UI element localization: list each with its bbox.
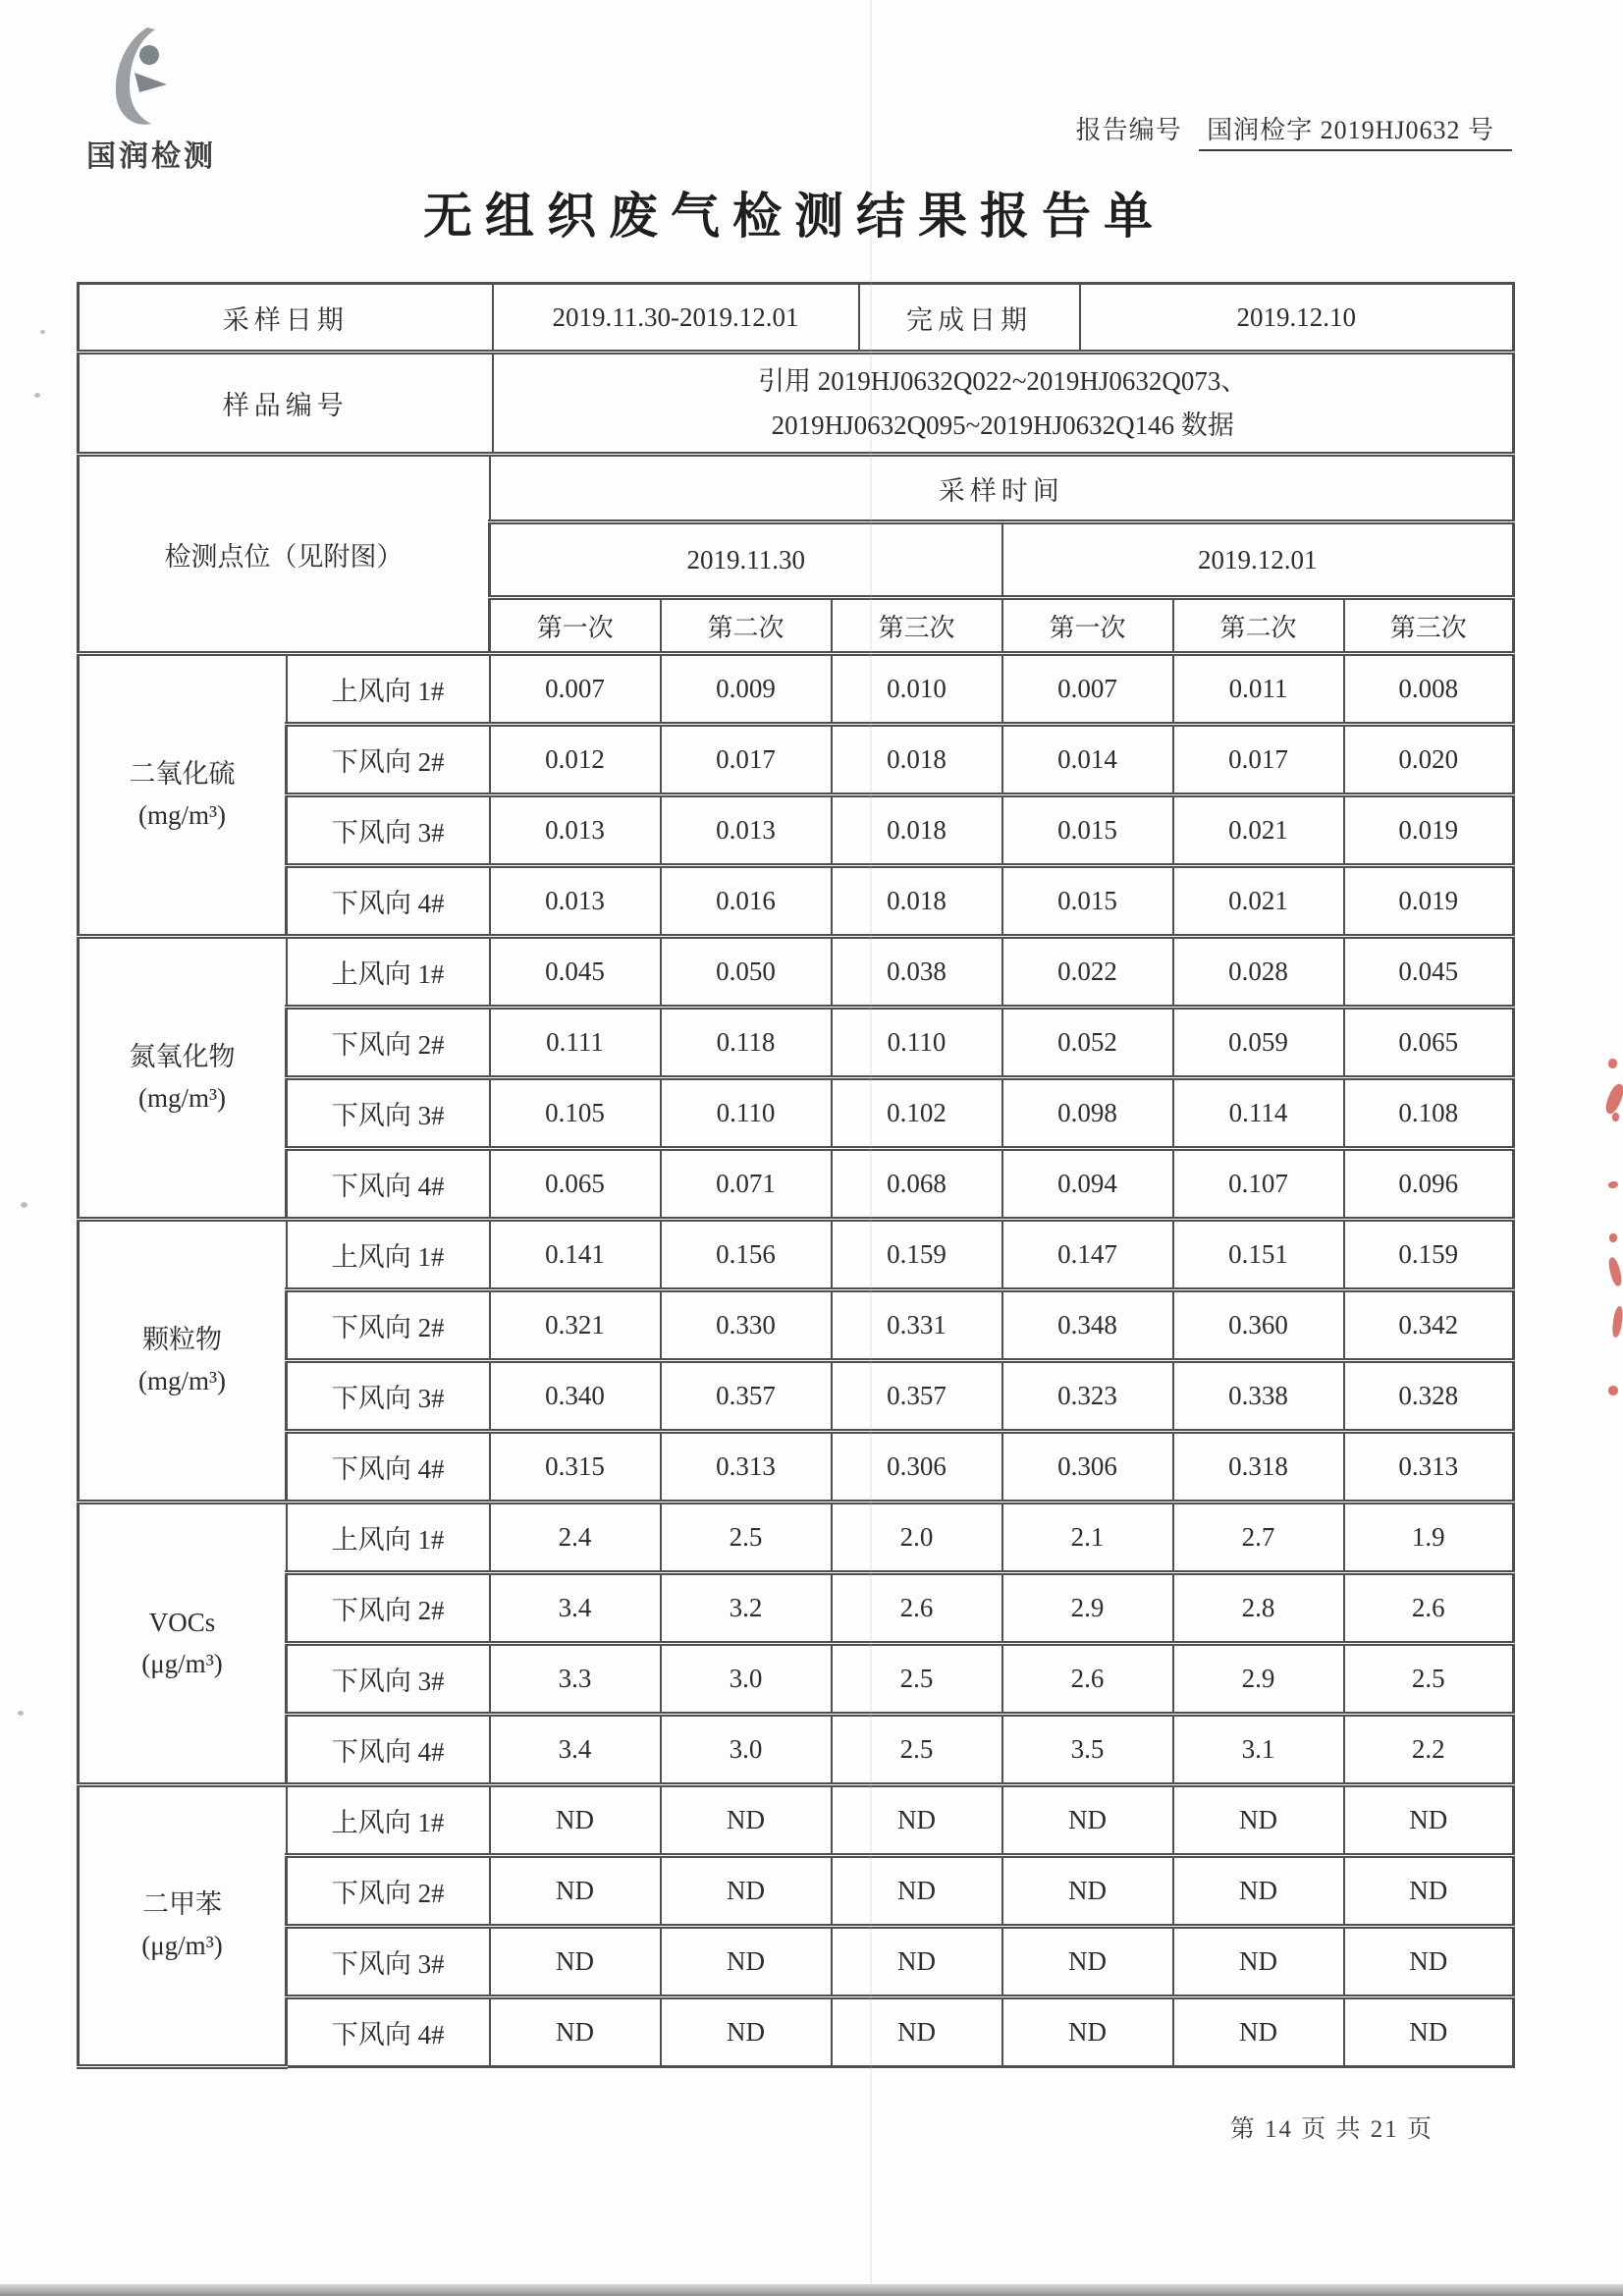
value-cell: 0.340 <box>490 1361 661 1432</box>
info-table <box>77 282 1515 457</box>
value-cell: ND <box>1344 1997 1514 2067</box>
red-stamp-mark <box>1611 1306 1623 1339</box>
location-cell: 下风向 2# <box>287 725 490 795</box>
parameter-cell <box>79 937 287 1220</box>
value-cell: 0.015 <box>1002 866 1173 937</box>
table-row <box>79 1644 1514 1715</box>
value-cell: 3.4 <box>490 1715 661 1785</box>
value-cell: 2.9 <box>1002 1573 1173 1644</box>
table-row <box>79 284 1514 353</box>
value-cell: 3.0 <box>661 1644 832 1715</box>
value-cell: 2.5 <box>661 1503 832 1573</box>
logo-mark-icon <box>108 26 171 128</box>
value-cell: 2.1 <box>1002 1503 1173 1573</box>
value-cell: 0.071 <box>661 1149 832 1220</box>
value-cell: 0.013 <box>490 866 661 937</box>
value-cell: 0.021 <box>1173 866 1344 937</box>
value-cell: 0.011 <box>1173 654 1344 725</box>
location-cell: 下风向 3# <box>287 1078 490 1149</box>
value-cell: ND <box>1002 1785 1173 1856</box>
value-cell: ND <box>661 1856 832 1927</box>
value-cell: 0.156 <box>661 1220 832 1290</box>
parameter-name: 二甲苯 <box>142 1889 222 1920</box>
parameter-name: 氮氧化物 <box>129 1041 236 1071</box>
value-cell: ND <box>832 1785 1002 1856</box>
value-cell: 0.020 <box>1344 725 1514 795</box>
table-row <box>79 1997 1514 2067</box>
value-cell: ND <box>661 1927 832 1997</box>
value-cell: ND <box>832 1997 1002 2067</box>
report-table-area <box>77 282 1512 2069</box>
scan-speck <box>40 330 45 334</box>
value-cell: ND <box>1173 1785 1344 1856</box>
location-cell: 下风向 2# <box>287 1008 490 1078</box>
table-row <box>79 1432 1514 1503</box>
value-cell: 0.028 <box>1173 937 1344 1008</box>
location-cell: 下风向 4# <box>287 866 490 937</box>
red-stamp-mark <box>1607 1256 1623 1287</box>
scan-fold-line <box>870 0 872 2284</box>
parameter-name: VOCs <box>148 1607 216 1637</box>
value-cell: 0.019 <box>1344 866 1514 937</box>
company-logo <box>86 26 302 175</box>
table-row <box>79 1927 1514 1997</box>
value-cell: 0.151 <box>1173 1220 1344 1290</box>
value-cell: ND <box>1344 1927 1514 1997</box>
value-cell: 2.5 <box>1344 1644 1514 1715</box>
report-number-value: 国润检字 2019HJ0632 号 <box>1199 116 1512 151</box>
value-cell: 0.331 <box>832 1290 1002 1361</box>
table-row <box>79 1220 1514 1290</box>
scan-bottom-edge <box>0 2284 1623 2296</box>
location-cell: 下风向 2# <box>287 1290 490 1361</box>
parameter-unit: (μg/m³) <box>141 1648 223 1678</box>
value-cell: 0.007 <box>1002 654 1173 725</box>
value-cell: 0.114 <box>1173 1078 1344 1149</box>
value-cell: 0.045 <box>490 937 661 1008</box>
value-cell: 0.016 <box>661 866 832 937</box>
table-row <box>79 795 1514 866</box>
value-cell: 0.342 <box>1344 1290 1514 1361</box>
page-footer: 第 14 页 共 21 页 <box>1229 2116 1434 2143</box>
value-cell: 0.018 <box>832 725 1002 795</box>
table-row <box>79 1785 1514 1856</box>
value-cell: 0.360 <box>1173 1290 1344 1361</box>
value-cell: 0.012 <box>490 725 661 795</box>
value-cell: 0.038 <box>832 937 1002 1008</box>
value-cell: 0.318 <box>1173 1432 1344 1503</box>
table-row <box>79 455 1514 522</box>
parameter-name: 颗粒物 <box>142 1324 222 1354</box>
table-row <box>79 1149 1514 1220</box>
value-cell: 2.6 <box>1002 1644 1173 1715</box>
value-cell: 2.0 <box>832 1503 1002 1573</box>
value-cell: 2.5 <box>832 1715 1002 1785</box>
value-cell: 0.010 <box>832 654 1002 725</box>
value-cell: 2.4 <box>490 1503 661 1573</box>
value-cell: ND <box>490 1785 661 1856</box>
monitoring-point-header: 检测点位（见附图） <box>79 455 490 654</box>
location-cell: 下风向 2# <box>287 1573 490 1644</box>
sample-no-line2: 2019HJ0632Q095~2019HJ0632Q146 数据 <box>771 410 1234 440</box>
location-cell: 上风向 1# <box>287 1220 490 1290</box>
value-cell: 0.110 <box>832 1008 1002 1078</box>
value-cell: ND <box>1002 1997 1173 2067</box>
value-cell: 3.2 <box>661 1573 832 1644</box>
location-cell: 下风向 3# <box>287 1361 490 1432</box>
value-cell: 3.0 <box>661 1715 832 1785</box>
value-cell: ND <box>832 1927 1002 1997</box>
table-row <box>79 353 1514 455</box>
value-cell: 3.4 <box>490 1573 661 1644</box>
date-group-header: 2019.11.30 <box>490 522 1002 598</box>
value-cell: 0.315 <box>490 1432 661 1503</box>
value-cell: 0.348 <box>1002 1290 1173 1361</box>
value-cell: 2.2 <box>1344 1715 1514 1785</box>
table-row <box>79 1008 1514 1078</box>
run-header: 第一次 <box>1002 598 1173 654</box>
location-cell: 下风向 4# <box>287 1432 490 1503</box>
value-cell: 3.1 <box>1173 1715 1344 1785</box>
value-cell: ND <box>661 1785 832 1856</box>
value-cell: 0.009 <box>661 654 832 725</box>
value-cell: ND <box>1002 1927 1173 1997</box>
table-row <box>79 654 1514 725</box>
sampling-time-header: 采样时间 <box>490 455 1514 522</box>
value-cell: 0.110 <box>661 1078 832 1149</box>
value-cell: 0.050 <box>661 937 832 1008</box>
value-cell: 2.6 <box>832 1573 1002 1644</box>
value-cell: 0.102 <box>832 1078 1002 1149</box>
report-number <box>1076 110 1512 146</box>
value-cell: 0.107 <box>1173 1149 1344 1220</box>
value-cell: 0.328 <box>1344 1361 1514 1432</box>
value-cell: 0.357 <box>832 1361 1002 1432</box>
location-cell: 上风向 1# <box>287 1785 490 1856</box>
value-cell: 0.007 <box>490 654 661 725</box>
red-stamp-mark <box>1608 1059 1617 1068</box>
red-stamp-mark <box>1609 1233 1617 1242</box>
finish-date-label: 完成日期 <box>859 284 1080 353</box>
parameter-name: 二氧化硫 <box>129 758 236 789</box>
table-row <box>79 1290 1514 1361</box>
run-header: 第二次 <box>1173 598 1344 654</box>
value-cell: 0.141 <box>490 1220 661 1290</box>
location-cell: 下风向 2# <box>287 1856 490 1927</box>
table-row <box>79 1715 1514 1785</box>
value-cell: 0.017 <box>1173 725 1344 795</box>
value-cell: 0.015 <box>1002 795 1173 866</box>
value-cell: 0.159 <box>832 1220 1002 1290</box>
location-cell: 上风向 1# <box>287 1503 490 1573</box>
value-cell: 0.068 <box>832 1149 1002 1220</box>
value-cell: ND <box>1173 1927 1344 1997</box>
parameter-cell <box>79 1785 287 2067</box>
value-cell: 0.052 <box>1002 1008 1173 1078</box>
value-cell: 0.147 <box>1002 1220 1173 1290</box>
value-cell: 0.019 <box>1344 795 1514 866</box>
location-cell: 下风向 4# <box>287 1149 490 1220</box>
value-cell: 0.014 <box>1002 725 1173 795</box>
results-body <box>79 654 1514 2067</box>
value-cell: 0.018 <box>832 795 1002 866</box>
value-cell: 2.6 <box>1344 1573 1514 1644</box>
table-row <box>79 1856 1514 1927</box>
value-cell: 1.9 <box>1344 1503 1514 1573</box>
value-cell: 0.306 <box>832 1432 1002 1503</box>
table-row <box>79 1503 1514 1573</box>
red-stamp-mark <box>1602 1082 1623 1117</box>
value-cell: ND <box>490 1856 661 1927</box>
red-stamp-mark <box>1612 1113 1619 1121</box>
report-number-label: 报告编号 <box>1075 116 1182 144</box>
value-cell: 0.108 <box>1344 1078 1514 1149</box>
parameter-cell <box>79 1220 287 1503</box>
value-cell: ND <box>1173 1856 1344 1927</box>
table-row <box>79 1361 1514 1432</box>
value-cell: ND <box>1002 1856 1173 1927</box>
value-cell: 0.313 <box>661 1432 832 1503</box>
value-cell: 0.357 <box>661 1361 832 1432</box>
value-cell: ND <box>661 1997 832 2067</box>
value-cell: 2.8 <box>1173 1573 1344 1644</box>
location-cell: 上风向 1# <box>287 654 490 725</box>
run-header: 第三次 <box>832 598 1002 654</box>
red-stamp-mark <box>1607 1180 1618 1189</box>
value-cell: ND <box>490 1927 661 1997</box>
run-header: 第二次 <box>661 598 832 654</box>
value-cell: 0.330 <box>661 1290 832 1361</box>
location-cell: 上风向 1# <box>287 937 490 1008</box>
value-cell: 0.059 <box>1173 1008 1344 1078</box>
value-cell: 0.118 <box>661 1008 832 1078</box>
value-cell: ND <box>1344 1785 1514 1856</box>
value-cell: 2.9 <box>1173 1644 1344 1715</box>
parameter-unit: (mg/m³) <box>137 1082 227 1113</box>
finish-date-value: 2019.12.10 <box>1080 284 1514 353</box>
scan-speck <box>18 1711 24 1716</box>
value-cell: 0.017 <box>661 725 832 795</box>
parameter-cell <box>79 654 287 937</box>
date-group-header: 2019.12.01 <box>1002 522 1514 598</box>
run-header: 第一次 <box>490 598 661 654</box>
value-cell: ND <box>1173 1997 1344 2067</box>
table-row <box>79 1573 1514 1644</box>
table-row <box>79 937 1514 1008</box>
value-cell: 0.096 <box>1344 1149 1514 1220</box>
run-header: 第三次 <box>1344 598 1514 654</box>
value-cell: 3.5 <box>1002 1715 1173 1785</box>
scan-speck <box>34 393 40 398</box>
location-cell: 下风向 3# <box>287 1644 490 1715</box>
location-cell: 下风向 3# <box>287 1927 490 1997</box>
sample-no-line1: 引用 2019HJ0632Q022~2019HJ0632Q073、 <box>758 365 1248 396</box>
location-cell: 下风向 3# <box>287 795 490 866</box>
value-cell: 0.111 <box>490 1008 661 1078</box>
value-cell: ND <box>832 1856 1002 1927</box>
value-cell: 0.313 <box>1344 1432 1514 1503</box>
value-cell: 0.338 <box>1173 1361 1344 1432</box>
value-cell: 0.159 <box>1344 1220 1514 1290</box>
table-row <box>79 725 1514 795</box>
sampling-date-value: 2019.11.30-2019.12.01 <box>493 284 859 353</box>
table-row <box>79 1078 1514 1149</box>
table-row <box>79 866 1514 937</box>
sample-no-value <box>493 353 1514 455</box>
value-cell: 0.065 <box>1344 1008 1514 1078</box>
value-cell: 3.3 <box>490 1644 661 1715</box>
value-cell: 0.045 <box>1344 937 1514 1008</box>
parameter-unit: (μg/m³) <box>141 1931 223 1960</box>
value-cell: 0.022 <box>1002 937 1173 1008</box>
sample-no-label: 样品编号 <box>79 353 493 455</box>
scan-speck <box>21 1202 27 1208</box>
page-title: 无组织废气检测结果报告单 <box>423 189 1165 244</box>
parameter-unit: (mg/m³) <box>137 1365 227 1395</box>
value-cell: 0.013 <box>661 795 832 866</box>
value-cell: 2.5 <box>832 1644 1002 1715</box>
value-cell: 0.018 <box>832 866 1002 937</box>
location-cell: 下风向 4# <box>287 1997 490 2067</box>
value-cell: 0.321 <box>490 1290 661 1361</box>
parameter-unit: (mg/m³) <box>137 799 227 830</box>
value-cell: 2.7 <box>1173 1503 1344 1573</box>
logo-text: 国润检测 <box>86 140 216 173</box>
results-table <box>77 452 1515 2069</box>
value-cell: 0.021 <box>1173 795 1344 866</box>
red-stamp-mark <box>1608 1386 1618 1395</box>
value-cell: 0.105 <box>490 1078 661 1149</box>
value-cell: 0.008 <box>1344 654 1514 725</box>
value-cell: ND <box>1344 1856 1514 1927</box>
sampling-date-label: 采样日期 <box>79 284 493 353</box>
value-cell: 0.098 <box>1002 1078 1173 1149</box>
value-cell: 0.306 <box>1002 1432 1173 1503</box>
value-cell: ND <box>490 1997 661 2067</box>
value-cell: 0.094 <box>1002 1149 1173 1220</box>
value-cell: 0.065 <box>490 1149 661 1220</box>
value-cell: 0.013 <box>490 795 661 866</box>
value-cell: 0.323 <box>1002 1361 1173 1432</box>
location-cell: 下风向 4# <box>287 1715 490 1785</box>
parameter-cell <box>79 1503 287 1785</box>
